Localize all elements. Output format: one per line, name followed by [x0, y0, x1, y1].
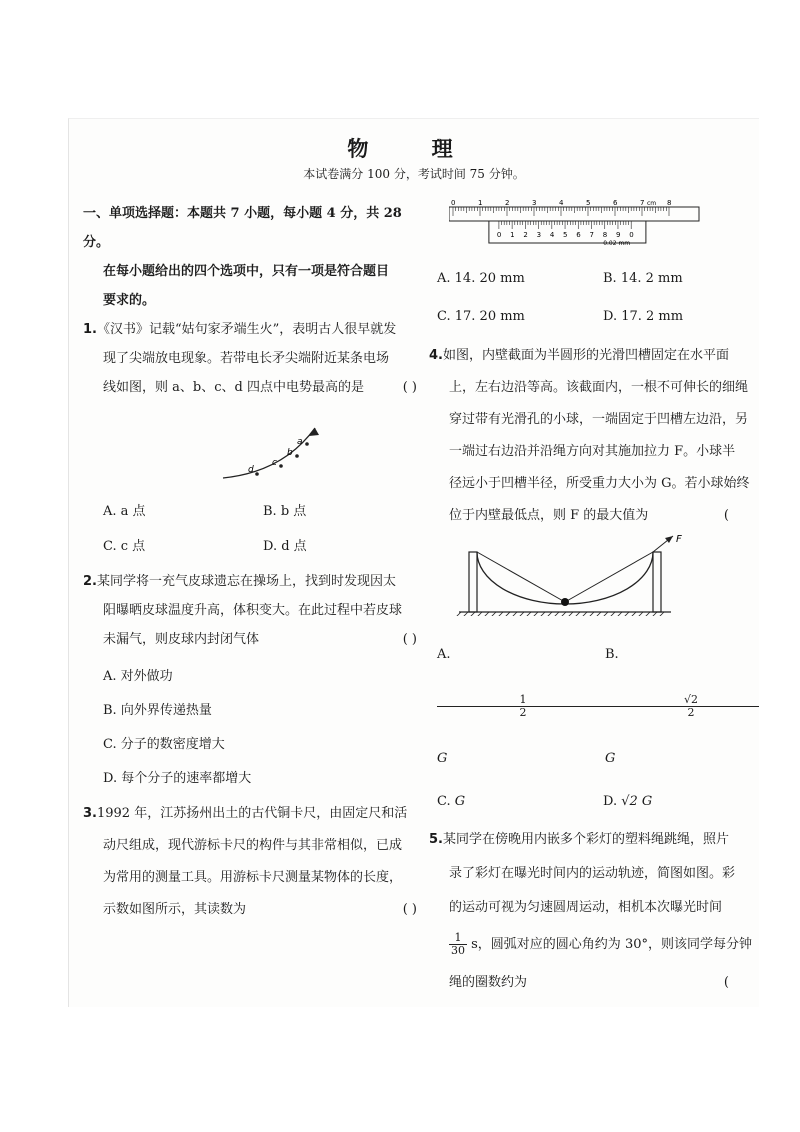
question-4 — [429, 340, 759, 819]
q2-number: 2. — [83, 574, 97, 589]
q5-answer-paren: ( — [723, 975, 729, 990]
q5-line-3: 的运动可视为匀速圆周运动，相机本次曝光时间 — [449, 900, 723, 915]
main-tick-label: 3 — [532, 199, 537, 207]
section-instruction-2: 要求的。 — [103, 293, 156, 308]
q4-line-3: 穿过带有光滑孔的小球，一端固定于凹槽左边沿，另 — [449, 412, 749, 427]
q4-b-tail: G — [605, 751, 616, 766]
force-label: F — [676, 534, 682, 545]
q3-answer-paren: ( ) — [402, 902, 417, 917]
q2-option-d: D. 每个分子的速率都增大 — [103, 771, 252, 786]
q2-answer-paren: ( ) — [402, 632, 417, 647]
main-tick-label: 5 — [586, 199, 591, 207]
label-b: b — [287, 448, 293, 458]
main-tick-label: 7 — [640, 199, 645, 207]
section-instruction-1: 在每小题给出的四个选项中，只有一项是符合题目 — [103, 264, 390, 279]
q1-line-2: 现了尖端放电现象。若带电长矛尖端附近某条电场 — [103, 351, 390, 366]
q2-option-c: C. 分子的数密度增大 — [103, 737, 225, 752]
main-scale-body — [449, 207, 699, 221]
q4-option-c-label: C. — [437, 794, 451, 809]
q4-option-a — [437, 629, 605, 785]
point-a — [305, 442, 309, 446]
vernier-tick-label: 2 — [523, 231, 528, 239]
point-d — [255, 472, 259, 476]
label-c: c — [272, 458, 277, 468]
q2-line-1: 某同学将一充气皮球遗忘在操场上，找到时发现因太 — [96, 574, 396, 589]
q4-option-c — [437, 785, 603, 819]
q4-a-tail: G — [437, 751, 448, 766]
q1-option-b: B. b 点 — [263, 504, 307, 519]
hatch-mark — [456, 612, 461, 616]
label-d: d — [248, 465, 254, 475]
vernier-precision-label: 0.02 mm — [603, 240, 631, 247]
point-c — [279, 464, 283, 468]
q4-line-2: 上，左右边沿等高。该截面内，一根不可伸长的细绳 — [449, 380, 749, 395]
q5-frac-numerator: 1 — [449, 932, 467, 945]
vernier-tick-label: 5 — [563, 231, 568, 239]
q2-option-b: B. 向外界传递热量 — [103, 703, 212, 718]
field-line — [223, 428, 315, 478]
q4-line-5: 径远小于凹槽半径，所受重力大小为 G。若小球始终 — [449, 476, 750, 491]
semicircle-groove — [477, 552, 653, 604]
q5-line-2: 录了彩灯在曝光时间内的运动轨迹，简图如图。彩 — [449, 866, 736, 881]
vernier-tick-label: 0 — [629, 231, 634, 239]
q4-a-denominator: 2 — [519, 706, 527, 719]
right-column — [429, 197, 759, 1001]
q4-line-4: 一端过右边沿并沿绳方向对其施加拉力 F。小球半 — [449, 444, 736, 459]
q1-number: 1. — [83, 322, 97, 337]
q1-option-a: A. a 点 — [103, 504, 146, 519]
q4-a-numerator: 1 — [437, 694, 609, 707]
main-unit-label: cm — [647, 200, 657, 207]
exam-paper — [68, 118, 759, 1007]
rope-left — [477, 552, 565, 602]
q4-line-1: 如图，内壁截面为半圆形的光滑凹槽固定在水平面 — [442, 348, 729, 363]
q1-field-line-figure — [83, 402, 403, 486]
main-tick-label: 0 — [451, 199, 456, 207]
q5-line-5: 绳的圈数约为 — [449, 975, 528, 990]
q1-answer-paren: ( ) — [402, 380, 417, 395]
q4-option-d — [603, 785, 759, 819]
q4-option-a-label: A. — [437, 647, 451, 662]
q3-line-4: 示数如图所示，其读数为 — [103, 902, 247, 917]
q4-line-6: 位于内壁最低点，则 F 的最大值为 — [449, 508, 649, 523]
q2-line-3: 未漏气，则皮球内封闭气体 — [103, 632, 260, 647]
q1-line-1: 《汉书》记载“姑句家矛端生火”，表明古人很早就发 — [96, 322, 397, 337]
q5-number: 5. — [429, 832, 443, 847]
page-subtitle: 本试卷满分 100 分，考试时间 75 分钟。 — [303, 167, 525, 181]
question-2 — [83, 567, 423, 796]
vernier-tick-label: 8 — [602, 231, 608, 239]
q4-answer-paren: ( — [723, 508, 729, 523]
vernier-tick-label: 9 — [615, 231, 621, 239]
point-b — [295, 454, 299, 458]
q4-d-text: √2 G — [621, 794, 653, 809]
question-3 — [83, 798, 423, 926]
q4-option-b — [605, 629, 759, 785]
groove-left-wall — [469, 552, 477, 612]
q4-option-b-label: B. — [605, 647, 619, 662]
main-tick-label: 2 — [505, 199, 510, 207]
q4-groove-figure — [449, 532, 749, 616]
q3-option-d: D. 17. 2 mm — [603, 309, 684, 324]
q2-line-2: 阳曝晒皮球温度升高，体积变大。在此过程中若皮球 — [103, 603, 403, 618]
q5-line-1: 某同学在傍晚用内嵌多个彩灯的塑料绳跳绳，照片 — [442, 832, 729, 847]
label-a: a — [297, 437, 303, 447]
q4-b-numerator: √2 — [605, 694, 759, 707]
main-scale — [449, 199, 699, 221]
vernier-tick-label: 1 — [510, 231, 515, 239]
section-heading: 一、单项选择题：本题共 7 小题，每小题 4 分，共 28 分。 — [83, 206, 402, 250]
left-column — [83, 199, 423, 926]
q1-option-c: C. c 点 — [103, 539, 146, 554]
small-ball — [561, 598, 569, 606]
q3-option-b: B. 14. 2 mm — [603, 271, 683, 286]
q5-frac-denominator: 30 — [451, 944, 465, 957]
q1-option-d: D. d 点 — [263, 539, 307, 554]
q4-option-d-label: D. — [603, 794, 618, 809]
q3-number: 3. — [83, 806, 97, 821]
q3-option-a: A. 14. 20 mm — [437, 271, 525, 286]
q4-b-denominator: 2 — [687, 706, 695, 719]
vernier-tick-label: 3 — [536, 231, 542, 239]
q5-line-4: s，圆弧对应的圆心角约为 30°，则该同学每分钟 — [471, 937, 752, 952]
q4-c-text: G — [454, 794, 466, 809]
vernier-tick-label: 4 — [549, 231, 555, 239]
page-title: 物 理 — [347, 136, 481, 161]
main-tick-label: 1 — [478, 199, 483, 207]
vernier-scale — [489, 221, 646, 247]
q1-line-3: 线如图，则 a、b、c、d 四点中电势最高的是 — [103, 380, 364, 395]
vernier-caliper-figure — [449, 197, 709, 249]
main-tick-label: 8 — [667, 199, 672, 207]
main-tick-label: 6 — [613, 199, 618, 207]
vernier-tick-label: 7 — [589, 231, 594, 239]
q4-number: 4. — [429, 348, 443, 363]
q3-line-1: 1992 年，江苏扬州出土的古代铜卡尺，由固定尺和活 — [96, 806, 408, 821]
q3-line-3: 为常用的测量工具。用游标卡尺测量某物体的长度， — [103, 870, 403, 885]
main-tick-label: 4 — [559, 199, 564, 207]
q3-option-c: C. 17. 20 mm — [437, 309, 525, 324]
vernier-tick-label: 0 — [496, 231, 502, 239]
rope-right — [565, 552, 653, 602]
groove-right-wall — [653, 552, 661, 612]
question-5 — [429, 823, 759, 1001]
vernier-tick-label: 6 — [576, 231, 581, 239]
question-1 — [83, 315, 423, 561]
q2-option-a: A. 对外做功 — [103, 669, 173, 684]
q3-line-2: 动尺组成，现代游标卡尺的构件与其非常相似，已成 — [103, 838, 403, 853]
